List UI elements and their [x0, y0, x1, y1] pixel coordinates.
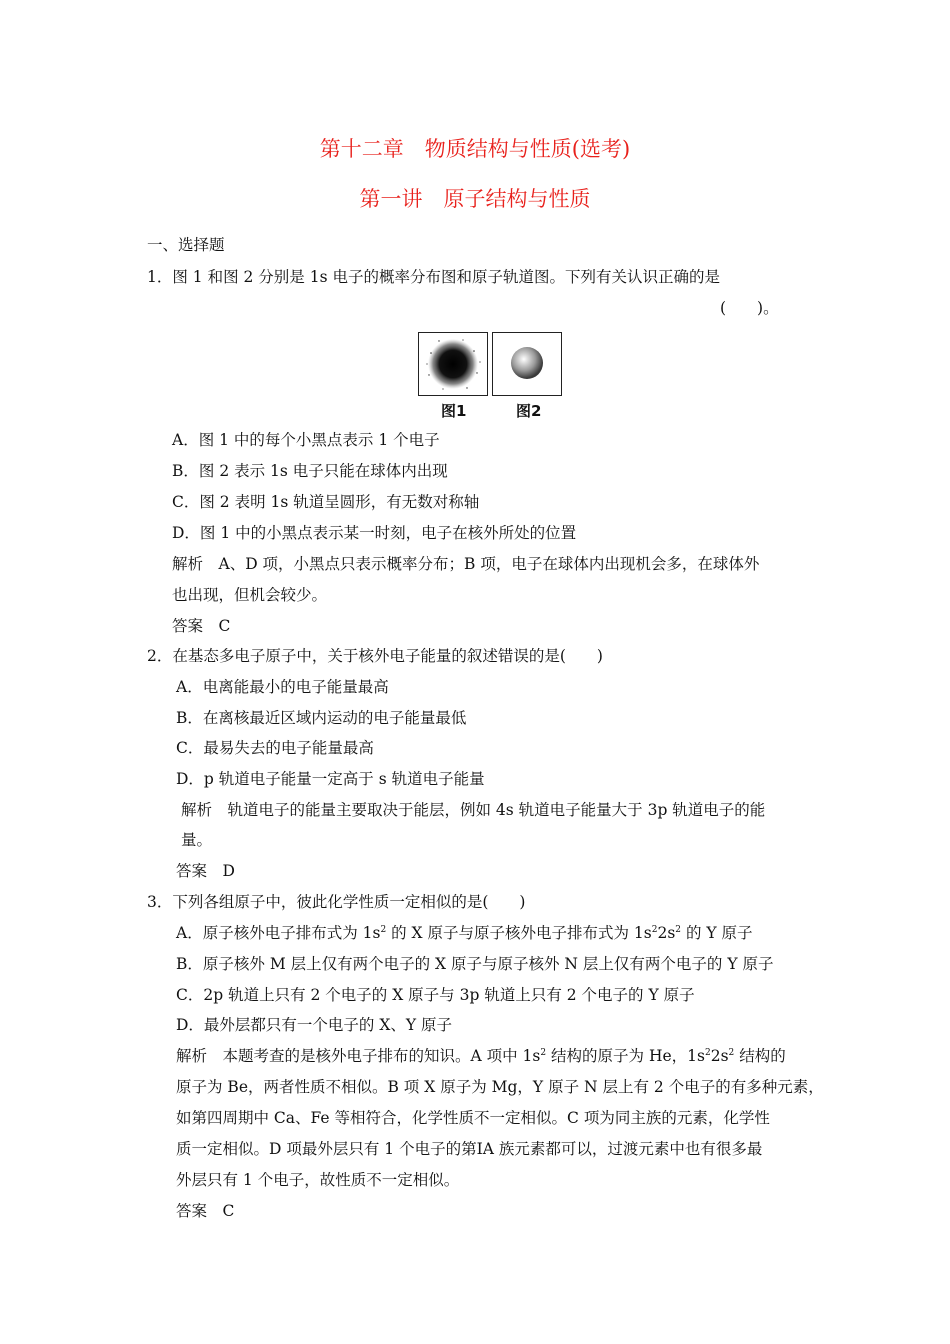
q2-stem: 2．在基态多电子原子中，关于核外电子能量的叙述错误的是( ) [147, 647, 603, 665]
q1-option-a: A．图 1 中的每个小黑点表示 1 个电子 [172, 431, 440, 449]
q2-option-a: A．电离能最小的电子能量最高 [176, 678, 389, 696]
chapter-title: 第十二章 物质结构与性质(选考) [319, 137, 631, 161]
q3-analysis-line-5: 外层只有 1 个电子，故性质不一定相似。 [176, 1171, 460, 1189]
q1-stem: 1．图 1 和图 2 分别是 1s 电子的概率分布图和原子轨道图。下列有关认识正确的是 [147, 268, 720, 286]
q1-analysis-line-2: 也出现，但机会较少。 [172, 586, 328, 604]
q3-option-b: B．原子核外 M 层上仅有两个电子的 X 原子与原子核外 N 层上仅有两个电子的 Y 原子 [176, 955, 774, 973]
q1-option-b: B．图 2 表示 1s 电子只能在球体内出现 [172, 462, 448, 480]
q3-stem: 3．下列各组原子中，彼此化学性质一定相似的是( ) [147, 893, 526, 911]
electron-cloud-icon [419, 333, 487, 395]
q1-answer: 答案 C [172, 617, 231, 635]
orbital-sphere-icon [493, 333, 561, 395]
q2-option-c: C．最易失去的电子能量最高 [176, 739, 374, 757]
figure-2-caption: 图2 [516, 402, 542, 420]
q1-blank: ( )。 [720, 299, 779, 317]
q1-option-c: C．图 2 表明 1s 轨道呈圆形，有无数对称轴 [172, 493, 480, 511]
figure-2-orbital-sphere [492, 332, 562, 396]
lecture-title: 第一讲 原子结构与性质 [359, 187, 591, 211]
q2-option-d: D．p 轨道电子能量一定高于 s 轨道电子能量 [176, 770, 485, 788]
q3-option-a: A．原子核外电子排布式为 $1s^2$ 的 X 原子与原子核外电子排布式为 $1s^22s^2$ 的 Y 原子 [176, 924, 753, 942]
q3-analysis-line-3: 如第四周期中 Ca、Fe 等相符合，化学性质不一定相似。C 项为同主族的元素，化学性 [176, 1109, 770, 1127]
q1-option-d: D．图 1 中的小黑点表示某一时刻，电子在核外所处的位置 [172, 524, 577, 542]
q3-analysis-line-1: 解析 本题考查的是核外电子排布的知识。A 项中 $1s^2$ 结构的原子为 He，$1s^22s^2$ 结构的 [176, 1047, 786, 1065]
q1-analysis-line-1: 解析 A、D 项，小黑点只表示概率分布；B 项，电子在球体内出现机会多，在球体外 [172, 555, 760, 573]
q3-option-d: D．最外层都只有一个电子的 X、Y 原子 [176, 1016, 453, 1034]
figure-1-electron-cloud [418, 332, 488, 396]
q2-option-b: B．在离核最近区域内运动的电子能量最低 [176, 709, 467, 727]
figure-1-caption: 图1 [441, 402, 467, 420]
q3-analysis-line-2: 原子为 Be，两者性质不相似。B 项 X 原子为 Mg，Y 原子 N 层上有 2 个电子的有多种元素， [176, 1078, 824, 1096]
q3-answer: 答案 C [176, 1202, 235, 1220]
q2-analysis-line-2: 量。 [181, 831, 213, 849]
q2-answer: 答案 D [176, 862, 235, 880]
section-heading: 一、选择题 [147, 236, 225, 254]
q3-option-c: C．2p 轨道上只有 2 个电子的 X 原子与 3p 轨道上只有 2 个电子的 Y 原子 [176, 986, 695, 1004]
q2-analysis-line-1: 解析 轨道电子的能量主要取决于能层，例如 4s 轨道电子能量大于 3p 轨道电子的能 [181, 801, 766, 819]
q3-analysis-line-4: 质一定相似。D 项最外层只有 1 个电子的第ⅠA 族元素都可以，过渡元素中也有很多最 [176, 1140, 763, 1158]
